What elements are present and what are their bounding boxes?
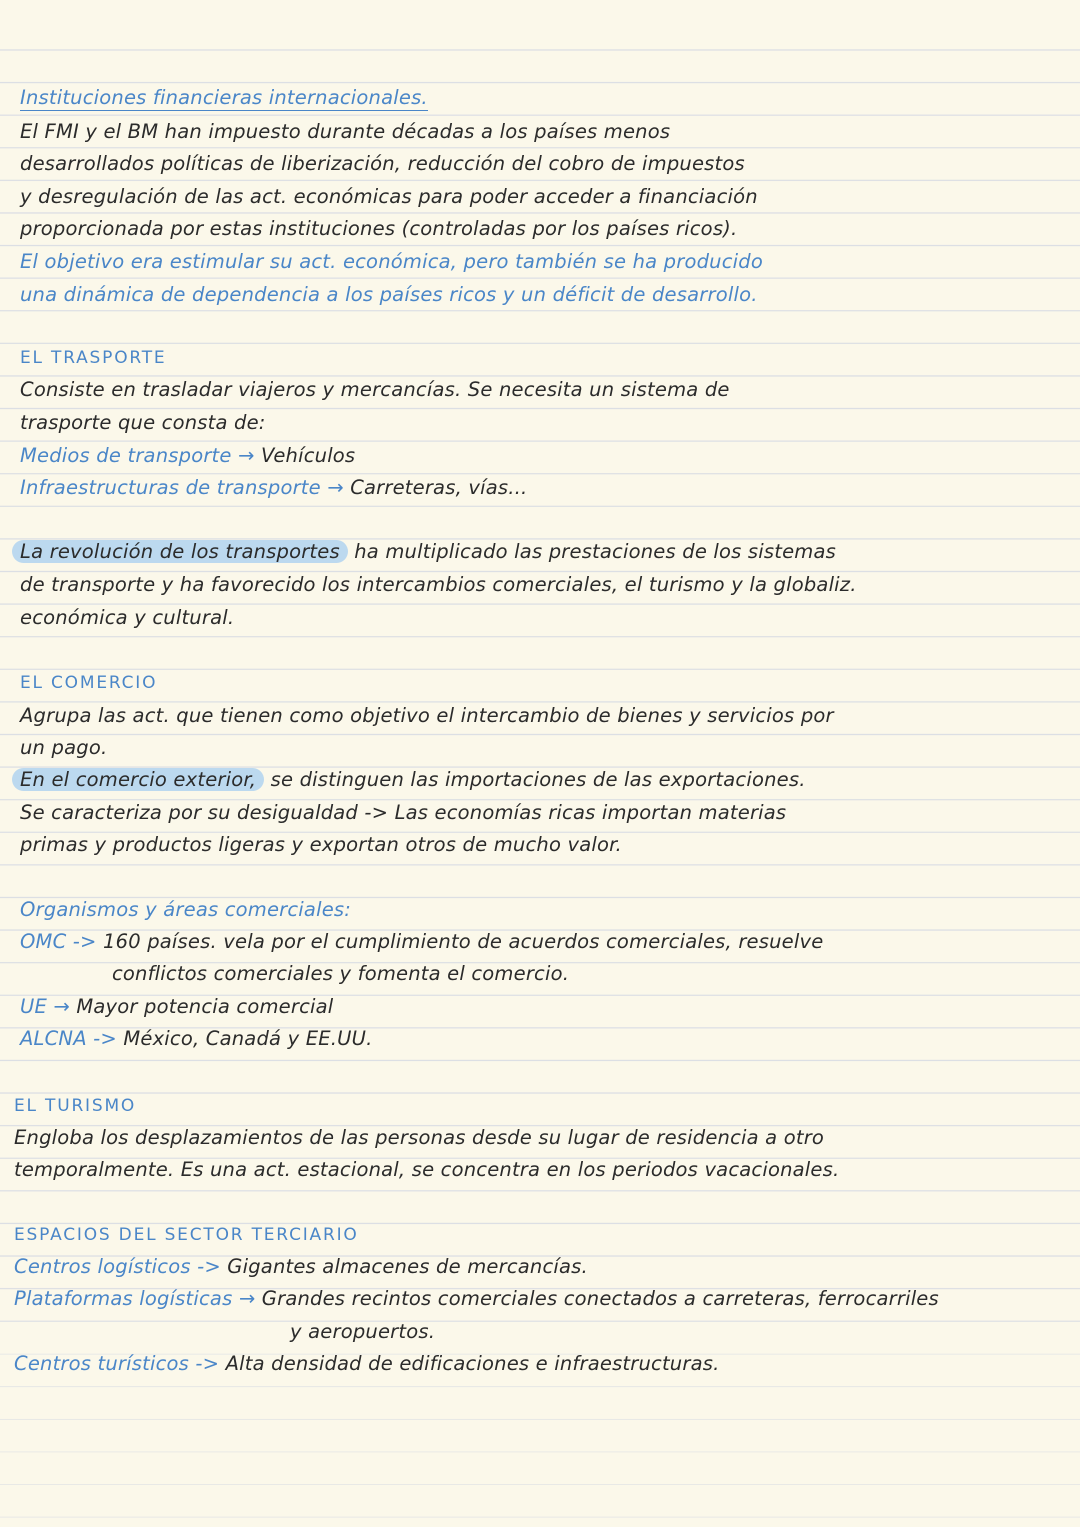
definition-item [20,472,1070,504]
text-line: primas y productos ligeras y exportan otros de mucho valor. [20,833,622,856]
text-line: El FMI y el BM han impuesto durante décadas a los países menos [20,120,671,143]
highlight: La revolución de los transportes [12,540,348,563]
definition: México, Canadá y EE.UU. [123,1027,373,1050]
subsection-title-organismos: Organismos y áreas comerciales: [20,898,352,921]
text-line: trasporte que consta de: [20,411,266,434]
definition-continued: y aeropuertos. [290,1320,436,1343]
text-line: un pago. [20,736,108,759]
term: Infraestructuras de transporte [20,476,321,499]
text-line: una dinámica de dependencia a los países ricos y un déficit de desarrollo. [20,283,758,306]
definition-item [20,926,1070,958]
definition-item [20,440,1070,472]
definition: Vehículos [260,444,356,467]
term: Medios de transporte [20,444,232,467]
definition: Grandes recintos comerciales conectados a carreteras, ferrocarriles [261,1287,939,1310]
text: se distinguen las importaciones de las exportaciones. [270,768,806,791]
definition-item [14,1348,1064,1380]
text-line [20,764,1070,796]
text-line: Consiste en trasladar viajeros y mercancías. Se necesita un sistema de [20,378,730,401]
definition-item [14,1283,1064,1315]
term: Centros turísticos [14,1352,189,1375]
arrow-icon: -> [195,1352,220,1375]
text-line: de transporte y ha favorecido los intercambios comerciales, el turismo y la globaliz. [20,573,857,596]
arrow-icon: → [238,1287,256,1310]
section-title-comercio: EL COMERCIO [20,673,158,693]
term: ALCNA [20,1027,87,1050]
definition: 160 países. vela por el cumplimiento de acuerdos comerciales, resuelve [102,930,824,953]
term: Plataformas logísticas [14,1287,233,1310]
arrow-icon: → [237,444,255,467]
definition: Carreteras, vías... [350,476,528,499]
section-title-espacios: ESPACIOS DEL SECTOR TERCIARIO [14,1225,359,1245]
text: ha multiplicado las prestaciones de los sistemas [354,540,837,563]
arrow-icon: → [327,476,344,499]
arrow-icon: -> [72,930,97,953]
text-line: Engloba los desplazamientos de las personas desde su lugar de residencia a otro [14,1126,825,1149]
text-line: temporalmente. Es una act. estacional, se concentra en los periodos vacacionales. [14,1158,840,1181]
text-line: El objetivo era estimular su act. económica, pero también se ha producido [20,250,763,273]
section-title-turismo: EL TURISMO [14,1096,137,1116]
definition-continued: conflictos comerciales y fomenta el comercio. [112,962,570,985]
text-line: Se caracteriza por su desigualdad -> Las economías ricas importan materias [20,801,787,824]
text-line: desarrollados políticas de liberización, reducción del cobro de impuestos [20,152,745,175]
definition: Mayor potencia comercial [76,995,334,1018]
definition-item [14,1251,1064,1283]
term: Centros logísticos [14,1255,191,1278]
definition: Alta densidad de edificaciones e infraestructuras. [225,1352,720,1375]
arrow-icon: → [53,995,70,1018]
text-line [20,536,1070,568]
arrow-icon: -> [197,1255,221,1278]
section-title-transporte: EL TRASPORTE [20,348,167,368]
section-title-instituciones: Instituciones financieras internacionales. [20,86,428,109]
arrow-icon: -> [93,1027,117,1050]
text-line: económica y cultural. [20,606,235,629]
definition-item [20,1023,1070,1055]
text-line: proporcionada por estas instituciones (controladas por los países ricos). [20,217,738,240]
term: UE [20,995,47,1018]
term: OMC [20,930,67,953]
text-line: Agrupa las act. que tienen como objetivo el intercambio de bienes y servicios por [20,704,834,727]
highlight: En el comercio exterior, [12,768,264,791]
definition-item [20,991,1070,1023]
text-line: y desregulación de las act. económicas para poder acceder a financiación [20,185,758,208]
definition: Gigantes almacenes de mercancías. [227,1255,588,1278]
